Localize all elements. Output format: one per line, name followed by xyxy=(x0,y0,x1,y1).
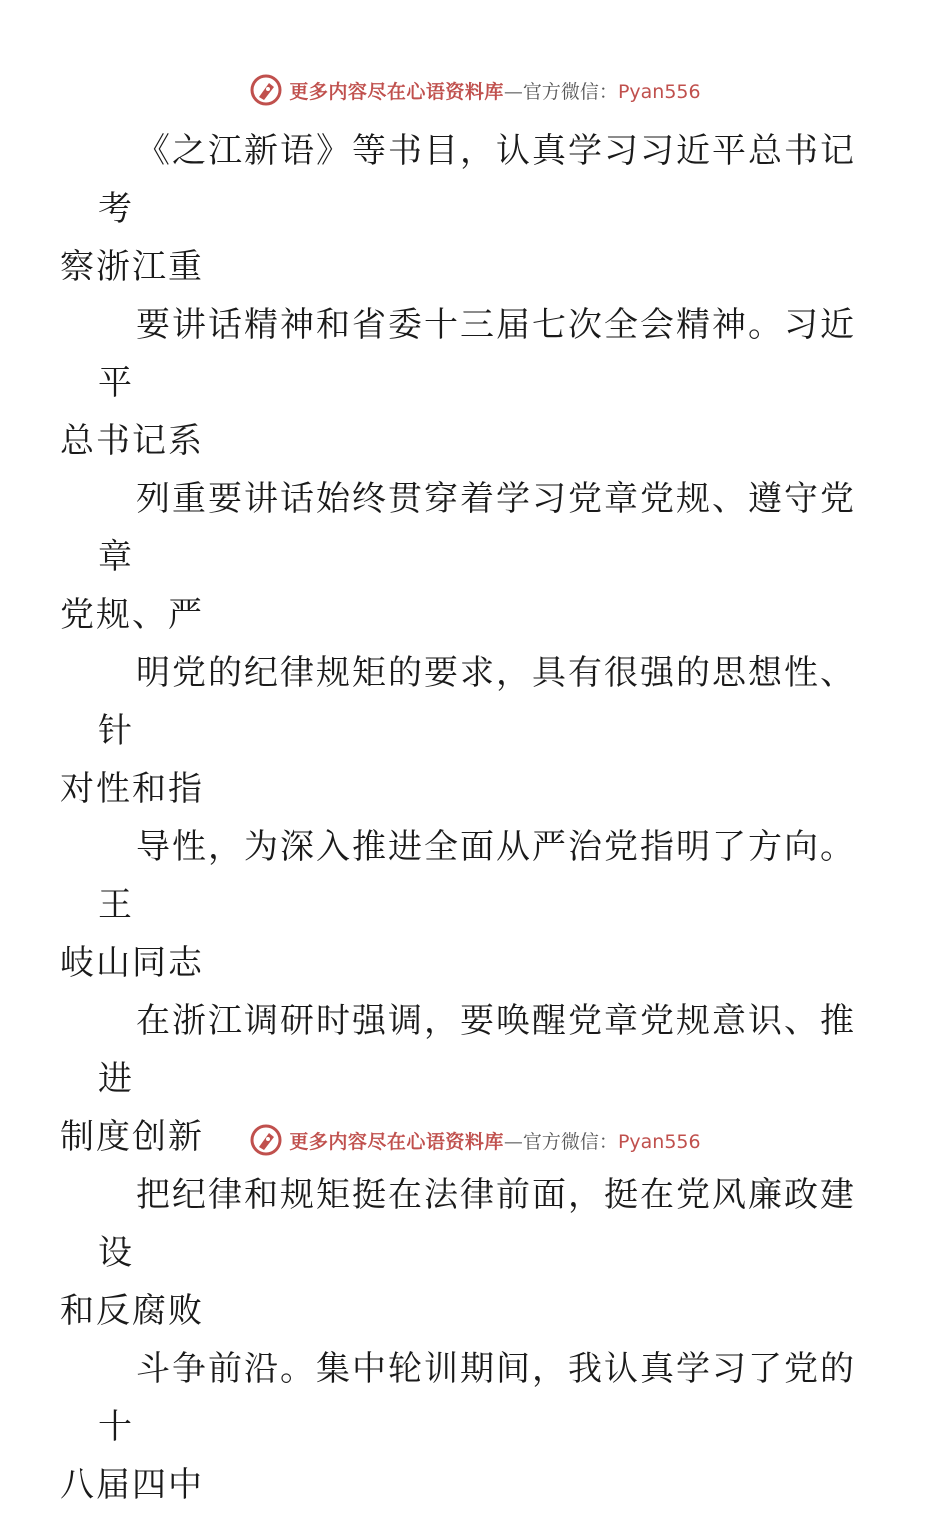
footer-separator: — xyxy=(503,1130,523,1153)
paragraph-line: 明党的纪律规矩的要求，具有很强的思想性、针 xyxy=(98,653,856,751)
paragraph-line: 岐山同志 xyxy=(60,943,204,983)
paragraph xyxy=(60,1340,858,1514)
paragraph-line: 斗争前沿。集中轮训期间，我认真学习了党的十 xyxy=(98,1349,856,1447)
paragraph xyxy=(60,818,858,992)
footer-wechat-id: Pyan556 xyxy=(617,1130,701,1153)
paragraph-line: 八届四中 xyxy=(60,1465,204,1505)
paragraph xyxy=(60,296,858,470)
paragraph xyxy=(60,122,858,296)
footer-label: 官方微信： xyxy=(522,1130,618,1153)
paragraph-line: 把纪律和规矩挺在法律前面，挺在党风廉政建设 xyxy=(98,1175,856,1273)
header-banner xyxy=(0,70,950,110)
footer-banner-text xyxy=(289,1127,700,1154)
footer-banner-inner xyxy=(249,1123,700,1157)
paragraph-line: 察浙江重 xyxy=(60,247,204,287)
footer-banner xyxy=(0,1120,950,1160)
paragraph xyxy=(60,470,858,644)
header-brand: 更多内容尽在心语资料库 xyxy=(289,80,504,103)
footer-brand: 更多内容尽在心语资料库 xyxy=(289,1130,504,1153)
paragraph-line: 要讲话精神和省委十三届七次全会精神。习近平 xyxy=(98,305,856,403)
paragraph xyxy=(60,644,858,818)
paragraph-line: 和反腐败 xyxy=(60,1291,204,1331)
header-wechat-id: Pyan556 xyxy=(617,80,701,103)
header-separator: — xyxy=(503,80,523,103)
paragraph-line: 《之江新语》等书目，认真学习习近平总书记考 xyxy=(98,131,856,229)
pen-nib-logo-icon xyxy=(249,1123,283,1157)
paragraph xyxy=(60,1166,858,1340)
paragraph-line: 对性和指 xyxy=(60,769,204,809)
paragraph-line: 导性，为深入推进全面从严治党指明了方向。王 xyxy=(98,827,856,925)
paragraph-line: 在浙江调研时强调，要唤醒党章党规意识、推进 xyxy=(98,1001,856,1099)
header-banner-inner xyxy=(249,73,700,107)
pen-nib-logo-icon xyxy=(249,73,283,107)
paragraph-line: 列重要讲话始终贯穿着学习党章党规、遵守党章 xyxy=(98,479,856,577)
paragraph-line: 党规、严 xyxy=(60,595,204,635)
header-label: 官方微信： xyxy=(522,80,618,103)
paragraph-line: 制度创新 xyxy=(60,1117,204,1157)
document-body xyxy=(60,122,858,1514)
header-banner-text xyxy=(289,77,700,104)
paragraph-line: 总书记系 xyxy=(60,421,204,461)
